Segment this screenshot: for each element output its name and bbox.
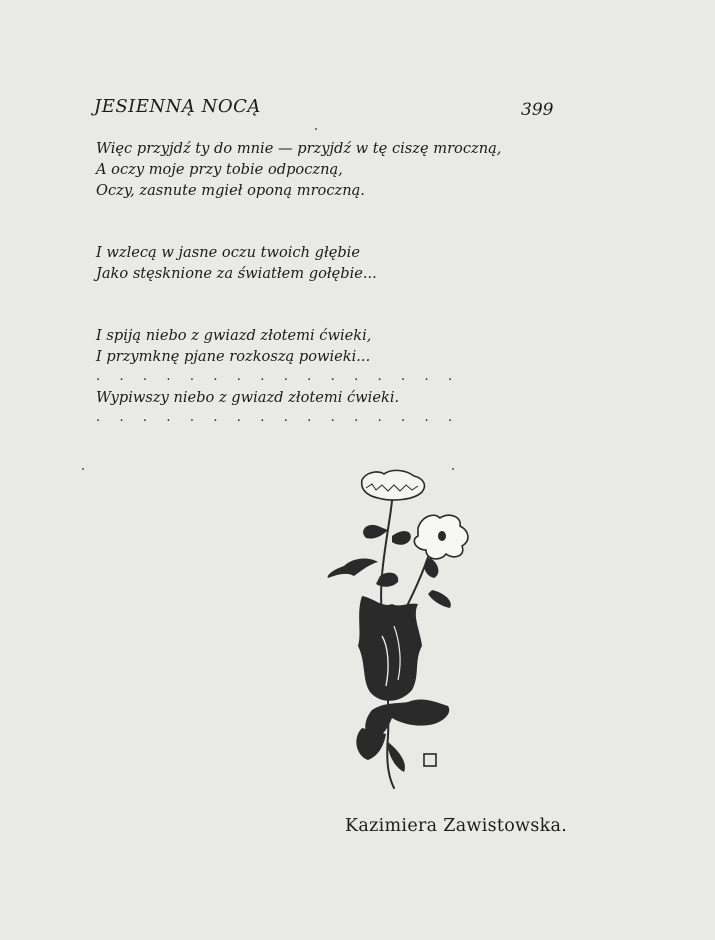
ellipsis-row: . . . . . . . . . . . . . . . .: [96, 369, 460, 384]
stanza-break: [96, 284, 576, 325]
ellipsis-row: . . . . . . . . . . . . . . . .: [96, 410, 460, 425]
poem-line: I spiją niebo z gwiazd złotemi ćwieki,: [96, 327, 372, 344]
paper-speck: [82, 468, 84, 470]
poem-body: [96, 138, 576, 428]
poem-line: Jako stęsknione za światłem gołębie...: [96, 265, 377, 282]
poem-line: I przymknę pjane rozkoszą powieki...: [96, 348, 371, 365]
running-head-title: JESIENNĄ NOCĄ: [94, 96, 261, 117]
paper-speck: [452, 468, 454, 470]
paper-speck: [315, 128, 317, 130]
author-signature: Kazimiera Zawistowska.: [345, 816, 568, 836]
stanza-break: [96, 201, 576, 242]
poem-line: A oczy moje przy tobie odpoczną,: [96, 161, 343, 178]
poppy-flower-vignette-icon: [322, 466, 472, 792]
poem-line: Wypiwszy niebo z gwiazd złotemi ćwieki.: [96, 389, 400, 406]
poem-line: I wzlecą w jasne oczu twoich głębie: [96, 244, 360, 261]
poem-line: Oczy, zasnute mgieł oponą mroczną.: [96, 182, 365, 199]
page-number: 399: [521, 100, 554, 120]
poem-line: Więc przyjdź ty do mnie — przyjdź w tę ciszę mroczną,: [96, 140, 502, 157]
